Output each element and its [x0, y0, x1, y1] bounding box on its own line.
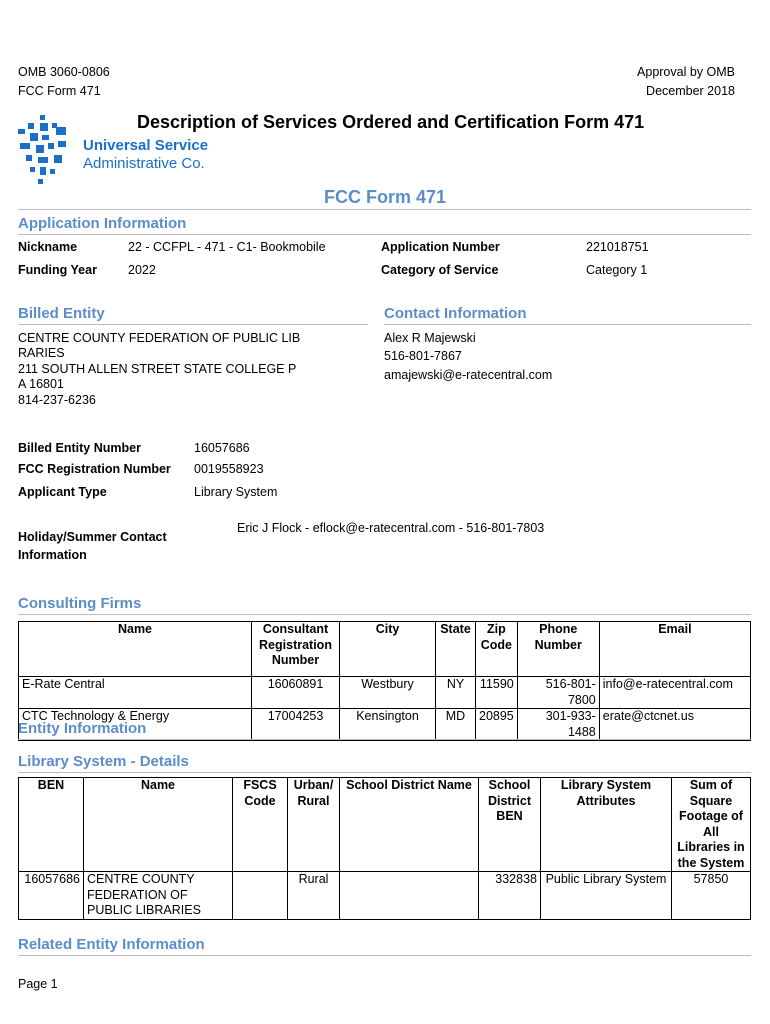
billed-entity-address-line2: A 16801 [18, 377, 64, 391]
col-state: State [436, 622, 476, 677]
entity-school-district-ben: 332838 [479, 872, 541, 920]
library-system-details-heading: Library System - Details [18, 753, 189, 770]
col-phone: Phone Number [517, 622, 599, 677]
consulting-firms-heading: Consulting Firms [18, 595, 142, 612]
billed-entity-phone: 814-237-6236 [18, 393, 96, 407]
related-entity-heading: Related Entity Information [18, 936, 205, 953]
contact-phone: 516-801-7867 [384, 349, 462, 363]
col-square-footage: Sum of Square Footage of All Libraries in the System [672, 778, 751, 872]
holiday-contact-label-line2: Information [18, 548, 87, 562]
usac-logo-icon [16, 115, 76, 185]
omb-number: OMB 3060-0806 [18, 65, 110, 79]
billed-entity-name-line1: CENTRE COUNTY FEDERATION OF PUBLIC LIB [18, 331, 301, 345]
consultant-city: Kensington [340, 709, 436, 741]
consultant-zip: 20895 [476, 709, 518, 741]
table-row [19, 872, 751, 920]
consulting-divider [18, 614, 751, 615]
funding-year-label: Funding Year [18, 263, 97, 277]
consulting-header-row [19, 622, 751, 677]
page-title: Description of Services Ordered and Certification Form 471 [137, 112, 645, 132]
col-urban-rural: Urban/ Rural [288, 778, 340, 872]
logo-name-line1: Universal Service [83, 137, 209, 154]
consultant-number: 17004253 [252, 709, 340, 741]
omb-approval: Approval by OMB [637, 65, 735, 79]
col-name: Name [19, 622, 252, 677]
fcc-registration-value: 0019558923 [194, 462, 264, 476]
billed-entity-number-label: Billed Entity Number [18, 441, 141, 455]
consultant-name: CTC Technology & Energy [19, 709, 252, 741]
col-library-system-attributes: Library System Attributes [541, 778, 672, 872]
billed-entity-divider [18, 324, 368, 325]
consultant-zip: 11590 [476, 677, 518, 709]
entity-school-district-name [340, 872, 479, 920]
entity-library-attributes: Public Library System [541, 872, 672, 920]
contact-name: Alex R Majewski [384, 331, 476, 345]
consultant-name: E-Rate Central [19, 677, 252, 709]
application-information-heading: Application Information [18, 215, 187, 232]
applicant-type-value: Library System [194, 485, 278, 499]
application-divider [18, 234, 751, 235]
entity-divider [18, 739, 751, 740]
col-fscs-code: FSCS Code [233, 778, 288, 872]
logo-name-line2: Administrative Co. [83, 155, 205, 172]
consultant-email[interactable]: info@e-ratecentral.com [599, 677, 750, 709]
library-system-table [18, 777, 751, 920]
table-row [19, 677, 751, 709]
billed-entity-heading: Billed Entity [18, 305, 105, 322]
approval-date: December 2018 [646, 84, 735, 98]
form-number: FCC Form 471 [18, 84, 101, 98]
col-consultant-registration: Consultant Registration Number [252, 622, 340, 677]
col-school-district-name: School District Name [340, 778, 479, 872]
consultant-phone: 516-801-7800 [517, 677, 599, 709]
category-value: Category 1 [586, 263, 648, 277]
holiday-contact-value: Eric J Flock - eflock@e-ratecentral.com - 516-801-7803 [237, 521, 545, 535]
holiday-contact-label-line1: Holiday/Summer Contact [18, 530, 167, 544]
col-school-district-ben: School District BEN [479, 778, 541, 872]
entity-square-footage: 57850 [672, 872, 751, 920]
entity-information-heading: Entity Information [18, 720, 147, 737]
entity-fscs-code [233, 872, 288, 920]
consultant-state: MD [436, 709, 476, 741]
application-number-label: Application Number [381, 240, 500, 254]
heading-divider [18, 209, 751, 210]
category-label: Category of Service [381, 263, 499, 277]
entity-ben: 16057686 [19, 872, 84, 920]
col-ben: BEN [19, 778, 84, 872]
fcc-registration-label: FCC Registration Number [18, 462, 171, 476]
consultant-phone: 301-933-1488 [517, 709, 599, 741]
application-number-value: 221018751 [586, 240, 649, 254]
col-email: Email [599, 622, 750, 677]
entity-name: CENTRE COUNTY FEDERATION OF PUBLIC LIBRARIES [84, 872, 233, 920]
consultant-email[interactable]: erate@ctcnet.us [599, 709, 750, 741]
nickname-value: 22 - CCFPL - 471 - C1- Bookmobile [128, 240, 326, 254]
funding-year-value: 2022 [128, 263, 156, 277]
contact-divider [384, 324, 751, 325]
contact-information-heading: Contact Information [384, 305, 527, 322]
billed-entity-number-value: 16057686 [194, 441, 250, 455]
billed-entity-address-line1: 211 SOUTH ALLEN STREET STATE COLLEGE P [18, 362, 297, 376]
nickname-label: Nickname [18, 240, 78, 254]
page-number: Page 1 [18, 977, 58, 991]
applicant-type-label: Applicant Type [18, 485, 107, 499]
consultant-number: 16060891 [252, 677, 340, 709]
billed-entity-name-line2: RARIES [18, 346, 65, 360]
library-system-divider [18, 772, 751, 773]
entity-urban-rural: Rural [288, 872, 340, 920]
col-zip: Zip Code [476, 622, 518, 677]
library-header-row [19, 778, 751, 872]
contact-email[interactable]: amajewski@e-ratecentral.com [384, 368, 553, 382]
consultant-city: Westbury [340, 677, 436, 709]
form-heading: FCC Form 471 [323, 187, 447, 207]
col-city: City [340, 622, 436, 677]
consultant-state: NY [436, 677, 476, 709]
col-name: Name [84, 778, 233, 872]
related-entity-divider [18, 955, 751, 956]
